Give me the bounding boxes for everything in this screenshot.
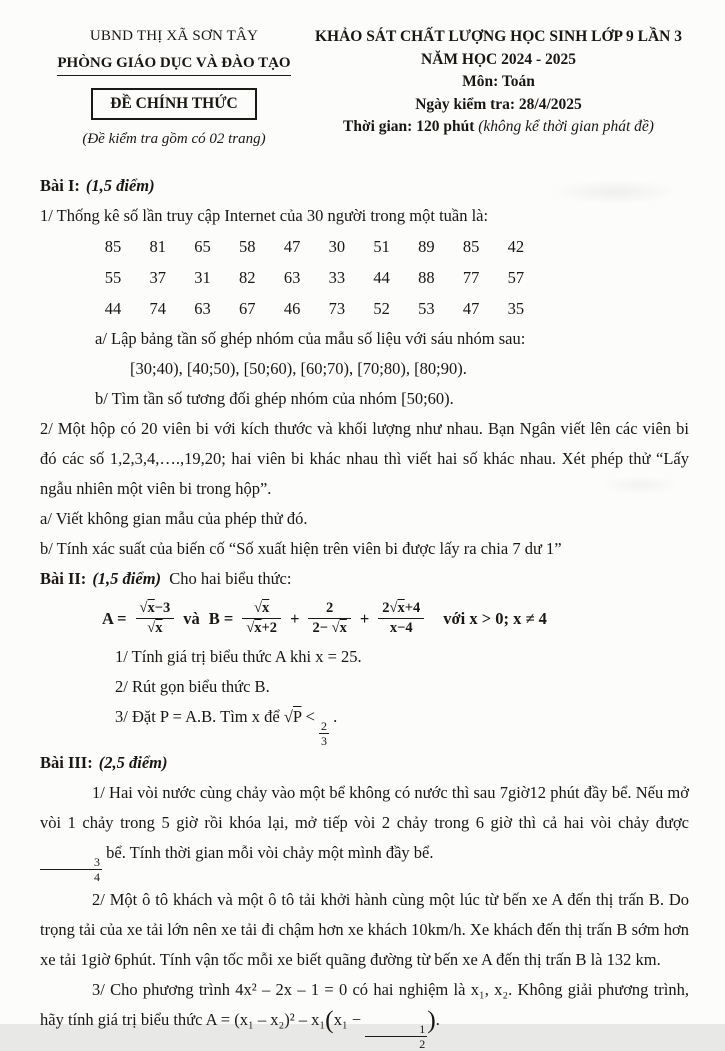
fraction-three-quarters: $\frac{3}{4}$	[40, 856, 102, 884]
exam-title-block	[308, 26, 689, 139]
exam-body	[40, 171, 689, 1051]
page-count-note: (Đề kiểm tra gồm có 02 trang)	[82, 131, 266, 147]
exam-header	[40, 26, 689, 149]
question-ii-2: 2/ Rút gọn biểu thức B.	[115, 676, 270, 696]
section-3-heading: Bài III: (2,5 điểm)	[40, 753, 168, 773]
sqrt-x-icon: √ $\overline{x}$	[332, 620, 347, 636]
question-iii-2: 2/ Một ô tô khách và một ô tô tải khởi hành cùng một lúc từ bến xe A đến thị trấn B. Do trọng tải của xe tải lớn nên xe tải đi chậm hơn xe khách 10km/h. Xe khách đến thị trấn B sớm hơn xe tải 1giờ 6phút. Tính vận tốc mỗi xe biết quãng đường từ bến xe A đến thị trấn B là 132 km.	[40, 889, 689, 969]
duration-line: Thời gian: 120 phút (không kể thời gian phát đề)	[343, 118, 654, 135]
groups-line: [30;40), [40;50), [50;60), [60;70), [70;80), [80;90).	[130, 359, 467, 378]
data-row-1: 85 81 65 58 47 30 51 89 85 42	[104, 237, 525, 256]
question-2: 2/ Một hộp có 20 viên bi với kích thước và khối lượng như nhau. Bạn Ngân viết lên các viên bi đó các số 1,2,3,4,….,19,20; hai viên bi khác nhau thì viết hai số khác nhau. Xét phép thử “Lấy ngẫu nhiên một viên bi trong hộp”.	[40, 419, 689, 498]
issuer-block	[40, 26, 308, 149]
date-line: Ngày kiểm tra: 28/4/2025	[415, 95, 582, 113]
question-2a: a/ Viết không gian mẫu của phép thử đó.	[40, 509, 308, 528]
va-word: và	[183, 608, 200, 628]
sqrt-x-icon: √ $\overline{x}$	[246, 620, 261, 636]
sqrt-p-icon: √ $\overline{P}$	[284, 707, 302, 726]
subject-line: Môn: Toán	[462, 73, 535, 90]
expressions-formula	[102, 600, 689, 638]
sqrt-x-icon: √ $\overline{x}$	[254, 600, 269, 616]
fraction-one-half: $\frac{1}{2}$	[365, 1023, 427, 1051]
issuer-line2: PHÒNG GIÁO DỤC VÀ ĐÀO TẠO	[57, 52, 290, 76]
exam-title-line1: KHẢO SÁT CHẤT LƯỢNG HỌC SINH LỚP 9 LẦN 3	[314, 28, 683, 45]
data-row-2: 55 37 31 82 63 33 44 88 77 57	[104, 268, 525, 287]
fraction-b3: $\frac{2 √ \overline{x}+4}{x-4}$	[378, 600, 424, 638]
section-2-heading: Bài II: (1,5 điểm) Cho hai biểu thức:	[40, 569, 292, 588]
question-1b: b/ Tìm tần số tương đối ghép nhóm của nhóm [50;60).	[95, 389, 454, 408]
statistics-intro: 1/ Thống kê số lần truy cập Internet của 30 người trong một tuần là:	[40, 206, 489, 225]
data-row-3: 44 74 63 67 46 73 52 53 47 35	[104, 299, 525, 318]
b-equals: B =	[208, 608, 234, 628]
plus-sign: +	[359, 608, 370, 628]
data-table	[40, 231, 689, 324]
section-1-heading: Bài I: (1,5 điểm)	[40, 176, 155, 195]
left-paren: (	[325, 1004, 334, 1034]
sqrt-x-icon: √ $\overline{x}$	[389, 600, 404, 616]
issuer-line1: UBND THỊ XÃ SƠN TÂY	[89, 28, 259, 44]
question-1a: a/ Lập bảng tần số ghép nhóm của mẫu số liệu với sáu nhóm sau:	[95, 329, 526, 348]
question-2b: b/ Tính xác suất của biến cố “Số xuất hiện trên viên bi được lấy ra chia 7 dư 1”	[40, 539, 562, 558]
question-iii-3: 3/ Cho phương trình 4x² – 2x – 1 = 0 có hai nghiệm là x₁, x₂. Không giải phương trình, hãy tính giá trị biểu thức A = (x₁ – x₂)² – x₁(x₁ − $\frac{1}{2}$ ).	[40, 979, 689, 1051]
fraction-b1: √ $\overline{x}$ √ $\overline{x}+2$	[242, 600, 281, 638]
domain-condition: với x > 0; x ≠ 4	[443, 608, 547, 628]
a-equals: A =	[102, 608, 127, 628]
question-ii-3: 3/ Đặt P = A.B. Tìm x để √ $\overline{P}$ < $\frac{2}{3}$ .	[115, 702, 689, 748]
question-ii-1: 1/ Tính giá trị biểu thức A khi x = 25.	[115, 646, 362, 666]
sqrt-x-icon: √ x	[147, 620, 162, 636]
fraction-b2: $\frac{2}{2- √ \overline{x}}$	[308, 600, 350, 638]
sqrt-x-icon: √ $\overline{x}$	[140, 600, 155, 616]
fraction-a: √ $\overline{x}-3$ √ x	[136, 600, 175, 638]
question-iii-1: 1/ Hai vòi nước cùng chảy vào một bể không có nước thì sau 7giờ12 phút đầy bể. Nếu mở vòi 1 chảy trong 5 giờ rồi khóa lại, mở tiếp vòi 2 chảy trong 6 giờ thì cả hai vòi chảy được $\frac{3}{4}$ bể. Tính thời gian mỗi vòi chảy một mình đầy bể.	[40, 783, 689, 885]
exam-title-line2: NĂM HỌC 2024 - 2025	[421, 50, 576, 68]
right-paren: )	[427, 1004, 436, 1034]
section-2-intro: Cho hai biểu thức:	[169, 569, 292, 588]
plus-sign: +	[290, 608, 300, 628]
official-stamp: ĐỀ CHÍNH THỨC	[91, 88, 256, 120]
fraction-two-thirds: $\frac{2}{3}$	[321, 718, 328, 748]
